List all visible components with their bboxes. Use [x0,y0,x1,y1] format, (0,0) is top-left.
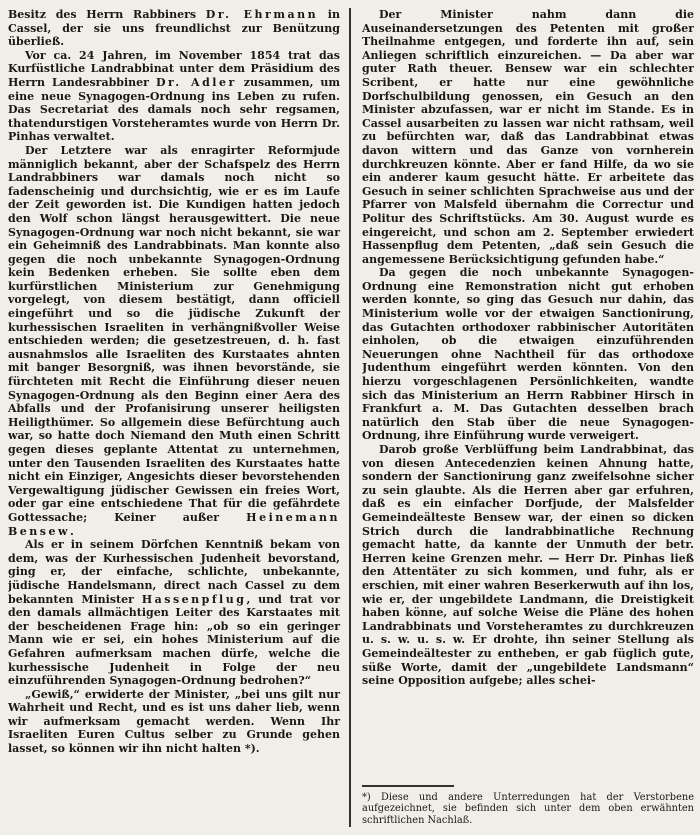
paragraph [8,8,340,49]
paragraph [8,538,340,688]
paragraph [362,443,694,688]
text-run: Besitz des Herrn Rabbiners [8,8,206,21]
paragraph [8,144,340,538]
text-run: Darob große Verblüffung beim Landrabbinat, das von diesen Antecedenzien keinen Ahnung hatte, sondern der Sanctionirung ganz zweifelsohne sicher zu sein glaubte. Als die Herren aber gar erfuhren, daß es ein einfacher Dorfjude, der Malsfelder Gemeindeälteste Bensew war, der einen so dicken Strich durch die landrabbinatliche Rechnung gemacht hatte, da kannte der Unmuth der betr. Herren keine Grenzen mehr. — Herr Dr. Pinhas ließ den Attentäter zu sich kommen, und fuhr, als er erschien, mit einer wahren Beserkerwuth auf ihn los, wie er, der ungebildete Landmann, die Dreistigkeit haben könne, auf solche Weise die Pläne des hohen Landrabbinats und Vorsteheramtes zu durchkreuzen u. s. w. u. s. w. Er drohte, ihn seiner Stellung als Gemeindeältester zu entheben, er gab füglich gute, süße Worte, damit der „ungebildete Landsmann“ seine Opposition aufgebe; alles schei- [362,443,694,688]
footnote-separator-rule [362,785,454,787]
emphasized-name: Dr. Adler [155,75,237,89]
text-run: in Cassel, der sie uns freundlichst zur Benützung überließ. [8,8,340,49]
emphasized-name: Dr. Ehrmann [205,8,319,21]
text-run: Der Minister nahm dann die Auseinandersetzungen des Petenten mit großer Theilnahme entgegen, und forderte ihn auf, sein Anliegen schriftlich einzureichen. — Da aber war guter Rath theuer. Bensew war ein schlechter Scribent, er hatte nur eine gewöhnliche Dorfschulbildung genossen, ein Gesuch an den Minister abzufassen, war er nicht im Stande. Es in Cassel ausarbeiten zu lassen war nicht rathsam, weil zu befürchten war, daß das Landrabbinat etwas davon wittern und das Ganze von vornherein durchkreuzen könnte. Aber er fand Hilfe, da wo sie ein anderer kaum gesucht hätte. Er arbeitete das Gesuch in seiner schlichten Sprachweise aus und der Pfarrer von Malsfeld übernahm die Correctur und Politur des Schriftstücks. Am 30. August wurde es eingereicht, und schon am 2. September erwiedert Hassenpflug dem Petenten, „daß sein Gesuch die angemessene Berücksichtigung gefunden habe.“ [362,8,694,266]
paragraph [8,49,340,144]
paragraph [362,266,694,443]
text-run: Als er in seinem Dörfchen Kenntniß bekam von dem, was der Kurhessischen Judenheit bevorstand, ging er, der einfache, schlichte, unbekannte, jüdische Handelsmann, direct nach Cassel zu dem bekannten Minister [8,538,340,606]
footnote-text: *) Diese und andere Unterredungen hat der Verstorbene aufgezeichnet, sie befinden sich unter dem oben erwähnten schriftlichen Nachlaß. [362,791,694,827]
footnote-block [362,779,694,827]
text-run: „Gewiß,“ erwiderte der Minister, „bei uns gilt nur Wahrheit und Recht, und es ist uns daher lieb, wenn wir aufmerksam gemacht werden. Wenn Ihr Israeliten Euren Cultus selber zu Grunde gehen lasset, so können wir ihn nicht halten *). [8,687,340,756]
paragraph [362,8,694,266]
right-column-paragraphs [362,8,694,779]
text-run: Der Letztere war als enragirter Reformjude männiglich bekannt, aber der Schafspelz des Herrn Landrabbiners war damals noch nicht so fadenscheinig und durchsichtig, wie er es im Laufe der Zeit geworden ist. Die Kundigen hatten jedoch den Wolf schon längst herausgewittert. Die neue Synagogen-Ordnung war noch nicht bekannt, sie war ein Geheimniß des Landrabbinats. Man konnte also gegen die noch unbekannte Synagogen-Ordnung kein Bedenken erheben. Sie sollte eben dem kurfürstlichen Ministerium zur Genehmigung vorgelegt, von diesem bestätigt, dann officiell eingeführt und so die jüdische Zukunft der kurhessischen Israeliten in verhängnißvoller Weise entschieden werden; die gesetzestreuen, d. h. fast ausnahmslos alle Israeliten des Kurstaates ahnten mit banger Besorgniß, was ihnen bevorstände, sie fürchteten mit Recht die Einführung dieser neuen Synagogen-Ordnung als den Beginn einer Aera des Abfalls und der Profanisirung unserer heiligsten Heiligthümer. So allgemein diese Befürchtung auch war, so hatte doch Niemand den Muth einen Schritt gegen dieses geplante Attentat zu unternehmen, unter den Tausenden Israeliten des Kurstaates hatte nicht ein Einziger, Angesichts dieser bevorstehenden Vergewaltigung jüdischer Gewissen ein freies Wort, oder gar eine entschiedene That für die gefährdete Gottessache; Keiner außer [8,143,340,524]
text-run: Vor ca. 24 Jahren, im November 1854 trat das Kurfüstliche Landrabbinat unter dem Präsidium des Herrn Landesrabbiner [8,48,340,89]
text-run: . [69,524,74,538]
emphasized-name: Heinemann Bensew [8,510,340,538]
text-run: , und trat vor den damals allmächtigen Leiter des Karstaates mit der bescheidenen Frage hin: „ob so ein geringer Mann wie er sei, ein hohes Ministerium auf die Gefahren aufmerksam machen dürfe, welche die kurhessische Judenheit in Folge der neu einzuführenden Synagogen-Ordnung bedrohen?“ [8,592,340,688]
left-text-column [8,8,349,827]
emphasized-name: Hassenpflug [141,592,247,606]
paragraph [8,688,340,756]
right-text-column [351,8,694,827]
text-run: zusammen, um eine neue Synagogen-Ordnung ins Leben zu rufen. Das Secretariat des damals noch sehr regsamen, thatendurstigen Vorsteheramtes wurde von Herrn Dr. Pinhas verwaltet. [8,75,340,144]
text-run: Da gegen die noch unbekannte Synagogen-Ordnung eine Remonstration nicht gut erhoben werden konnte, so ging das Gesuch nur dahin, das Ministerium wolle vor der etwaigen Sanctionirung, das Gutachten orthodoxer rabbinischer Autoritäten einholen, ob die etwaigen einzuführenden Neuerungen ohne Nachtheil für das orthodoxe Judenthum eingeführt werden könnten. Von den hierzu vorgeschlagenen Persönlichkeiten, wandte sich das Ministerium an Herrn Rabbiner Hirsch in Frankfurt a. M. Das Gutachten desselben brach natürlich den Stab über die neue Synagogen-Ordnung, ihre Einführung wurde verweigert. [362,266,694,443]
